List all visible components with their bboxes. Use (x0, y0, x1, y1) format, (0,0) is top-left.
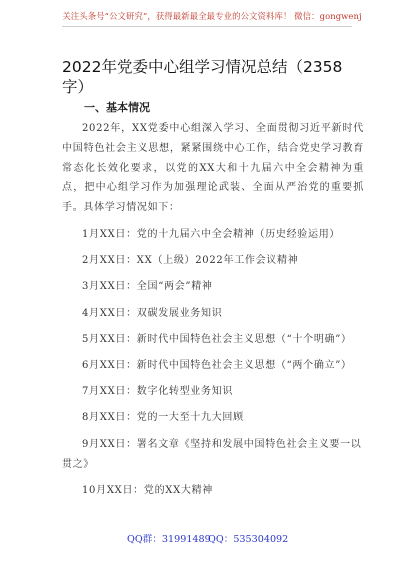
qq-contact-number: QQ：535304092 (208, 534, 289, 545)
schedule-item: 10月XX日：党的XX大精神 (82, 484, 214, 496)
schedule-item: 7月XX日：数字化转型业务知识 (82, 386, 234, 398)
header-divider (62, 26, 352, 27)
schedule-item: 9月XX日：署名文章《坚持和发展中国特色社会主义要一以贯之》 (62, 438, 362, 470)
qq-group-number: QQ群：31991489 (127, 534, 211, 545)
schedule-item: 3月XX日：全国“两会”精神 (82, 281, 213, 293)
intro-paragraph: 2022年，XX党委中心组深入学习、全面贯彻习近平新时代中国特色社会主义思想，紧紧围绕中心工作，结合党史学习教育常态化长效化要求，以党的XX大和十九届六中全会精神为重点，把中心组学习作为加强理论武装、全面从严治党的重要抓手。具体学习情况如下： (62, 123, 364, 214)
header-banner: 关注头条号“公文研究”，获得最新最全最专业的公文资料库！ 微信：gongwenj (62, 11, 362, 21)
schedule-item: 4月XX日：双碳发展业务知识 (82, 307, 223, 319)
schedule-item: 8月XX日：党的一大至十九大回顾 (82, 412, 244, 424)
schedule-item: 5月XX日：新时代中国特色社会主义思想（“十个明确”） (82, 333, 352, 345)
study-schedule-list (62, 225, 366, 507)
document-title: 2022年党委中心组学习情况总结（2358字） (62, 58, 343, 96)
section-heading: 一、基本情况 (84, 101, 150, 114)
schedule-item: 1月XX日：党的十九届六中全会精神（历史经验运用） (82, 229, 341, 240)
schedule-item: 2月XX日：XX（上级）2022年工作会议精神 (82, 255, 299, 267)
schedule-item: 6月XX日：新时代中国特色社会主义思想（“两个确立”） (82, 360, 352, 372)
